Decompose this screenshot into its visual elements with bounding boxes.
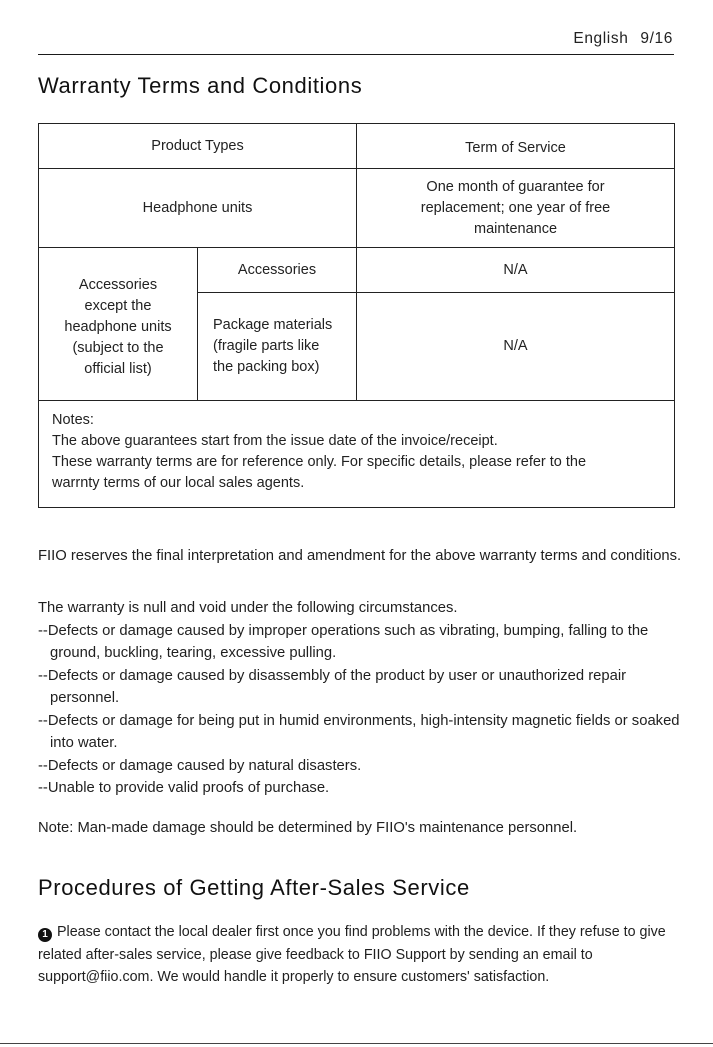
accessories-cell: Accessories bbox=[198, 248, 357, 293]
section-title: Warranty Terms and Conditions bbox=[38, 73, 363, 98]
package-materials-cell bbox=[198, 293, 357, 401]
package-term-cell: N/A bbox=[357, 293, 675, 401]
page-header bbox=[573, 30, 673, 48]
group-line: Accessories bbox=[78, 276, 158, 293]
procedure-step-text: Please contact the local dealer first once you find problems with the device. If they refuse to give related after-sales service, please give feedback to FIIO Support by sending an email to support@fiio.com. We would handle it properly to ensure customers' satisfaction. bbox=[38, 924, 666, 985]
package-line: (fragile parts like bbox=[213, 338, 320, 354]
package-line: the packing box) bbox=[213, 359, 320, 375]
notes-line: These warranty terms are for reference only. For specific details, please refer to the bbox=[52, 454, 587, 470]
page-number: 9/16 bbox=[640, 30, 673, 47]
circumstance-item: --Defects or damage caused by natural disasters. bbox=[38, 757, 362, 774]
procedures-title: Procedures of Getting After-Sales Service bbox=[38, 875, 470, 900]
term-line: maintenance bbox=[473, 220, 558, 237]
warranty-table bbox=[38, 123, 675, 508]
notes-cell bbox=[39, 401, 675, 508]
notes-heading: Notes: bbox=[52, 412, 94, 428]
circumstance-item: --Defects or damage for being put in humid environments, high-intensity magnetic fields or soaked into water. bbox=[38, 712, 680, 751]
notes-line: warrnty terms of our local sales agents. bbox=[52, 475, 305, 491]
footer-divider bbox=[0, 1043, 713, 1044]
header-product-types: Product Types bbox=[39, 124, 357, 169]
procedure-step bbox=[38, 921, 683, 989]
headphone-units-cell: Headphone units bbox=[39, 169, 357, 248]
accessories-group-cell bbox=[39, 248, 198, 401]
notes-line: The above guarantees start from the issue date of the invoice/receipt. bbox=[52, 433, 498, 449]
void-circumstances bbox=[38, 597, 683, 800]
package-line: Package materials bbox=[213, 317, 333, 333]
table-header-row bbox=[39, 124, 675, 169]
group-line: official list) bbox=[84, 360, 152, 377]
man-made-damage-note: Note: Man-made damage should be determined by FIIO's maintenance personnel. bbox=[38, 820, 578, 836]
language-label: English bbox=[573, 30, 629, 47]
table-row-notes bbox=[39, 401, 675, 508]
group-line: (subject to the bbox=[72, 339, 164, 356]
table-row-headphone bbox=[39, 169, 675, 248]
step-number-icon: 1 bbox=[38, 928, 52, 942]
circumstances-intro: The warranty is null and void under the following circumstances. bbox=[38, 600, 458, 616]
header-term-of-service: Term of Service bbox=[357, 124, 675, 169]
headphone-term-cell bbox=[357, 169, 675, 248]
accessories-term-cell: N/A bbox=[357, 248, 675, 293]
interpretation-paragraph: FIIO reserves the final interpretation and amendment for the above warranty terms and conditions. bbox=[38, 548, 682, 564]
table-row-accessories bbox=[39, 248, 675, 293]
circumstance-item: --Unable to provide valid proofs of purchase. bbox=[38, 780, 330, 796]
group-line: headphone units bbox=[64, 318, 172, 335]
header-divider bbox=[38, 54, 674, 55]
group-line: except the bbox=[84, 297, 152, 314]
circumstance-item: --Defects or damage caused by disassembly of the product by user or unauthorized repair personnel. bbox=[38, 667, 627, 706]
term-line: replacement; one year of free bbox=[420, 199, 611, 216]
circumstance-item: --Defects or damage caused by improper operations such as vibrating, bumping, falling to the ground, buckling, tearing, excessive pulling. bbox=[38, 622, 649, 661]
term-line: One month of guarantee for bbox=[426, 178, 605, 195]
